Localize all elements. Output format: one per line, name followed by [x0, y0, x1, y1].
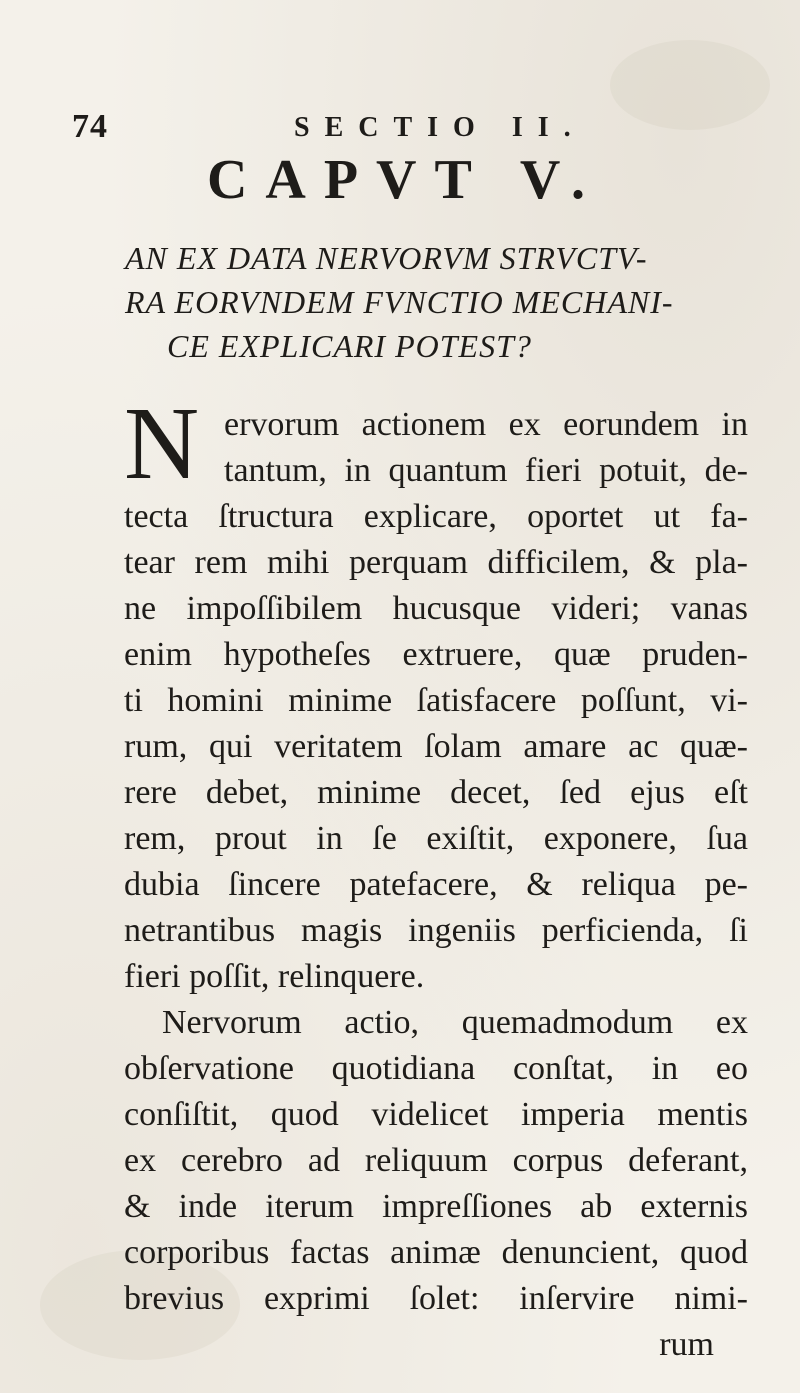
text-line: Nervorum actio, quemadmodum ex: [162, 1004, 748, 1041]
text-line: & inde iterum impreſſiones ab externis: [124, 1188, 748, 1225]
running-head: [72, 108, 732, 152]
text-line: netrantibus magis ingeniis perficienda, ſi: [124, 912, 748, 949]
text-line: tantum, in quantum fieri potuit, de-: [224, 452, 748, 489]
text-line: tecta ſtructura explicare, oportet ut fa-: [124, 498, 748, 535]
text-line: rere debet, minime decet, ſed ejus eſt: [124, 774, 748, 811]
text-line: enim hypotheſes extruere, quæ pruden-: [124, 636, 748, 673]
text-line: brevius exprimi ſolet: inſervire nimi-: [124, 1280, 748, 1317]
page-number: 74: [72, 108, 108, 145]
text-line: corporibus factas animæ denuncient, quod: [124, 1234, 748, 1271]
text-line: rem, prout in ſe exiſtit, exponere, ſua: [124, 820, 748, 857]
subtitle-line: AN EX DATA NERVORVM STRVCTV-: [125, 240, 648, 276]
chapter-subtitle: [125, 236, 745, 368]
catchword: rum: [659, 1326, 714, 1363]
text-line: rum, qui veritatem ſolam amare ac quæ-: [124, 728, 748, 765]
subtitle-line: RA EORVNDEM FVNCTIO MECHANI-: [125, 284, 674, 320]
text-line: conſiſtit, quod videlicet imperia mentis: [124, 1096, 748, 1133]
text-line: fieri poſſit, relinquere.: [124, 958, 425, 995]
text-line: dubia ſincere patefacere, & reliqua pe-: [124, 866, 748, 903]
text-line: ex cerebro ad reliquum corpus deferant,: [124, 1142, 748, 1179]
chapter-title: CAPVT V.: [206, 149, 604, 211]
text-line: ne impoſſibilem hucusque videri; vanas: [124, 590, 748, 627]
text-line: ti homini minime ſatisfacere poſſunt, vi-: [124, 682, 748, 719]
text-line: tear rem mihi perquam difficilem, & pla-: [124, 544, 748, 581]
text-line: ervorum actionem ex eorundem in: [224, 406, 748, 443]
text-line: obſervatione quotidiana conſtat, in eo: [124, 1050, 748, 1087]
drop-cap: N: [124, 386, 200, 501]
body-text: [124, 386, 748, 1368]
section-label: SECTIO II.: [294, 112, 586, 143]
subtitle-line: CE EXPLICARI POTEST?: [167, 328, 532, 364]
